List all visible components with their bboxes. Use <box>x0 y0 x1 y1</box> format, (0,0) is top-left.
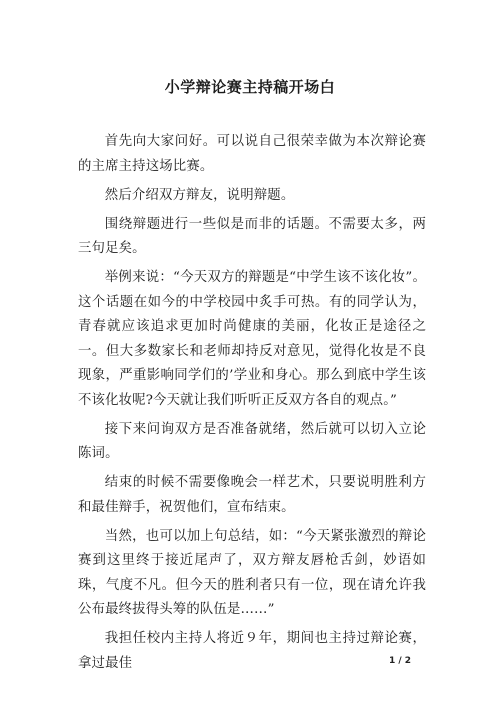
document-body <box>78 130 426 681</box>
paragraph-6: 结束的时候不需要像晚会一样艺术，只要说明胜利方和最佳辩手，祝贺他们，宣布结束。 <box>78 475 426 515</box>
paragraph-5: 接下来问询双方是否准备就绪，然后就可以切入立论陈词。 <box>78 421 426 461</box>
paragraph-4: 举例来说：“今天双方的辩题是“中学生该不该化妆”。这个话题在如今的中学校园中炙手可热。有的同学认为，青春就应该追求更加时尚健康的美丽，化妆正是途径之一。但大多数家长和老师却持反对意见，觉得化妆是不良现象，严重影响同学们的’学业和身心。那么到底中学生该不该化妆呢?今天就让我们听听正反双方各自的观点。” <box>78 270 426 408</box>
document-title: 小学辩论赛主持稿开场白 <box>164 78 336 96</box>
paragraph-8: 我担任校内主持人将近９年，期间也主持过辩论赛，拿过最佳 <box>78 631 426 671</box>
paragraph-1: 首先向大家问好。可以说自己很荣幸做为本次辩论赛的主席主持这场比赛。 <box>78 134 426 174</box>
page-number: 1 / 2 <box>388 656 412 666</box>
paragraph-2: 然后介绍双方辩友，说明辩题。 <box>104 187 295 203</box>
paragraph-3: 围绕辩题进行一些似是而非的话题。不需要太多，两三句足矣。 <box>78 216 426 256</box>
paragraph-7: 当然，也可以加上句总结，如：“今天紧张激烈的辩论赛到这里终于接近尾声了，双方辩友唇枪舌剑，妙语如珠，气度不凡。但今天的胜利者只有一位，现在请允许我公布最终拔得头筹的队伍是……” <box>78 528 426 617</box>
